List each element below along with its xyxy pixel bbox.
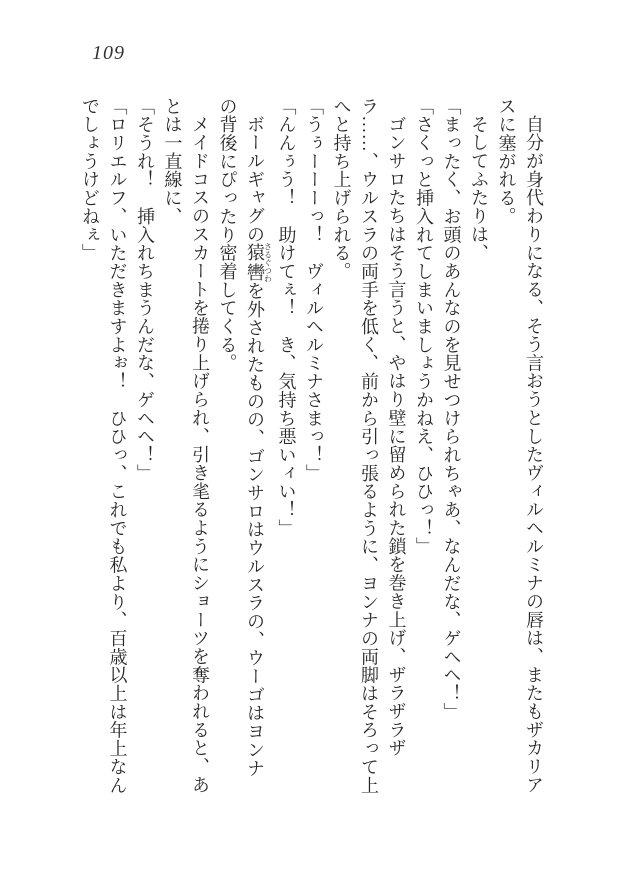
paragraph: 自分が身代わりになる、そう言おうとしたヴィルヘルミナの唇は、またもザカリアスに塞がれる。 <box>496 97 544 794</box>
paragraph: 「まったく、お頭のあんなのを見せつけられちゃあ、なんだな、ゲヘヘ！」 <box>441 97 462 721</box>
paragraph: 「んんぅう！ 助けてぇ！ き、気持ち悪いィい！」 <box>276 97 297 538</box>
page-number: 109 <box>92 42 125 64</box>
paragraph: ボールギャグの猿轡さるぐつわを外されたものの、ゴンサロはウルスラの、ウーゴはヨンナの背後にぴったり密着してくる。 <box>217 97 273 778</box>
paragraph: そしてふたりは、 <box>469 115 489 262</box>
paragraph: 「さくっと挿入れてしまいましょうかねえ、ひひっ！」 <box>414 97 434 556</box>
paragraph: 「ロリエルフ、いただきますよぉ！ ひひっ、これでも私より、百歳以上は年上なんでしょうけどねぇ」 <box>80 97 128 795</box>
body-text <box>76 97 548 795</box>
paragraph: 「うぅーーーっ！ ヴィルヘルミナさまっ！」 <box>304 97 324 483</box>
ruby-annotated-word: 猿轡さるぐつわ <box>245 242 273 283</box>
paragraph: メイドコスのスカートを捲り上げられ、引き毟るようにショーツを奪われると、あとは一直線に、 <box>162 97 210 794</box>
paragraph: 「そうれ！ 挿入れちまうんだな、ゲヘヘ！」 <box>135 97 155 483</box>
paragraph: ゴンサロたちはそう言うと、やはり壁に留められた鎖を巻き上げ、ザラザラザラ……、ウルスラの両手を低く、前から引っ張るように、ヨンナの両脚はそろって上へと持ち上げられる。 <box>331 97 407 795</box>
